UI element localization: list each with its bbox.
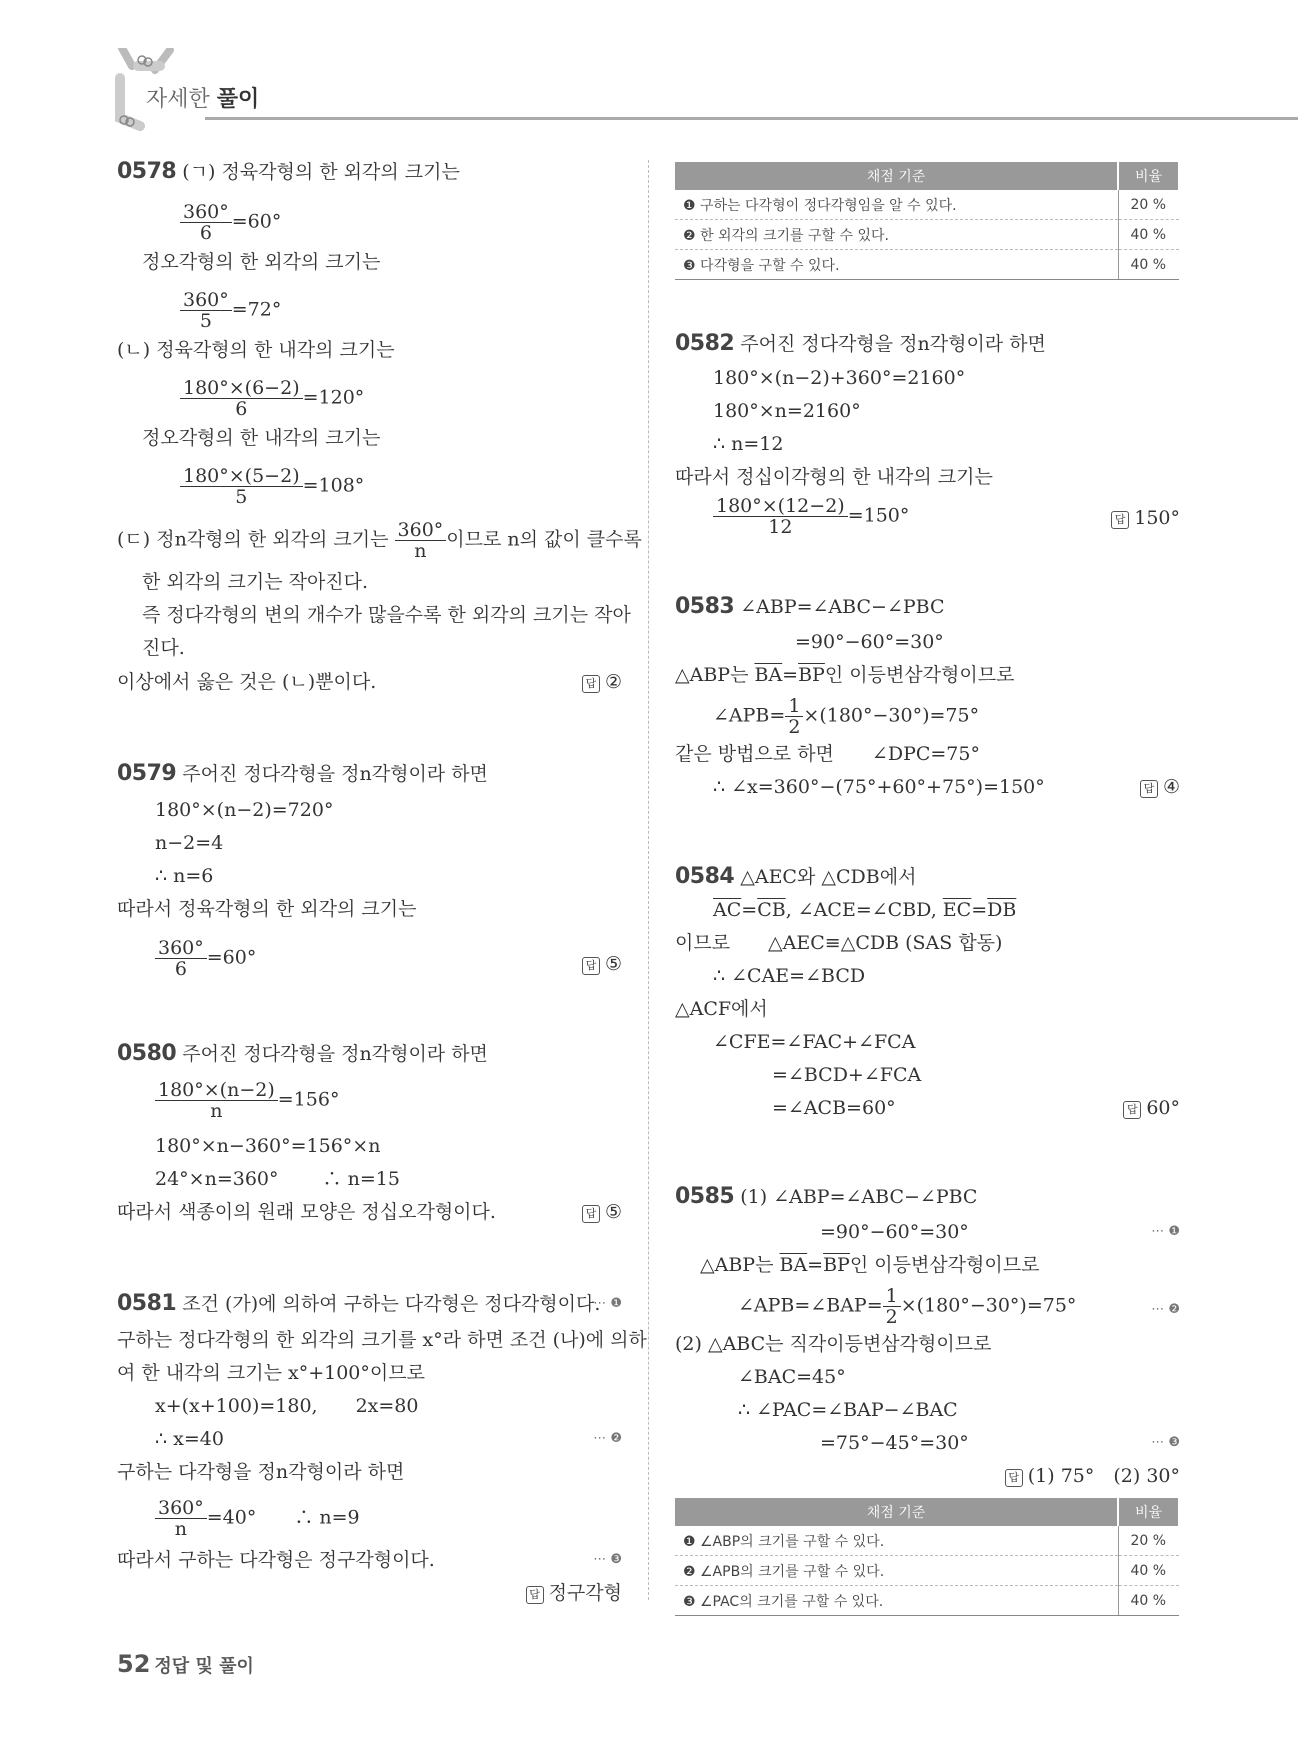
problem-0584-line4: ∴ ∠CAE=∠BCD: [713, 965, 866, 987]
problem-0583-line2: =90°−60°=30°: [795, 631, 944, 653]
answer-mark-icon: 답: [582, 1205, 600, 1223]
problem-0584-line5: △ACF에서: [675, 998, 768, 1020]
answer-mark-icon: 답: [1123, 1101, 1141, 1119]
problem-0579-frac: $\frac{360^\circ}{6}$ =60°: [155, 938, 256, 979]
problem-0585-line6: ∠BAC=45°: [738, 1366, 846, 1388]
problem-0578-frac4: $\frac{180^\circ\times(5-2)}{5}$ =108°: [180, 466, 364, 507]
problem-0579-line5: 따라서 정육각형의 한 외각의 크기는: [117, 898, 417, 920]
problem-0585-line2: =90°−60°=30°: [820, 1221, 969, 1243]
problem-0578-line9: 이상에서 옳은 것은 (ㄴ)뿐이다.: [117, 671, 377, 693]
problem-0580-line2: 180°×n−360°=156°×n: [155, 1135, 381, 1157]
table-row: ❸ ∠PAC의 크기를 구할 수 있다. 40 %: [675, 1586, 1179, 1616]
problem-0578-line8: 진다.: [142, 637, 185, 659]
problem-0579-line4: ∴ n=6: [155, 865, 214, 887]
grading-table-0581: [675, 162, 1180, 280]
grading-table-header: 채점 기준: [675, 1498, 1118, 1526]
problem-0585-line1: 0585 (1) ∠ABP=∠ABC−∠PBC: [675, 1184, 978, 1209]
header-rule: [205, 117, 1298, 120]
table-row: ❸ 다각형을 구할 수 있다. 40 %: [675, 250, 1179, 280]
problem-0581-line2: 구하는 정다각형의 한 외각의 크기를 x°라 하면 조건 (나)에 의하: [117, 1329, 647, 1351]
table-row: ❶ 구하는 다각형이 정다각형임을 알 수 있다. 20 %: [675, 190, 1179, 220]
page-footer: [117, 1650, 254, 1678]
problem-0582-frac: $\frac{180^\circ\times(12-2)}{12}$ =150°: [713, 496, 909, 537]
problem-0584-line8: =∠ACB=60°: [772, 1097, 896, 1119]
answer-mark-icon: 답: [1111, 511, 1129, 529]
problem-0578-line7: 즉 정다각형의 변의 개수가 많을수록 한 외각의 크기는 작아: [142, 604, 631, 626]
problem-0580-line1: 0580 주어진 정다각형을 정n각형이라 하면: [117, 1041, 488, 1066]
problem-0578-line3: (ㄴ) 정육각형의 한 내각의 크기는: [117, 339, 395, 361]
header-title: 자세한 풀이: [146, 87, 260, 112]
problem-0584-line7: =∠BCD+∠FCA: [772, 1064, 922, 1086]
footer-label: 정답 및 풀이: [154, 1656, 254, 1677]
problem-0579-line3: n−2=4: [155, 832, 224, 854]
step-marker-3: ⋯ ❸: [593, 1552, 622, 1567]
problem-0578-line5: (ㄷ) 정n각형의 한 외각의 크기는 $\frac{360^\circ}{n}$ 이므로 n의 값이 클수록: [117, 519, 642, 562]
problem-0580-line4: 따라서 색종이의 원래 모양은 정십오각형이다.: [117, 1201, 496, 1223]
table-row: ❷ ∠APB의 크기를 구할 수 있다. 40 %: [675, 1556, 1179, 1586]
table-row: ❶ ∠ABP의 크기를 구할 수 있다. 20 %: [675, 1526, 1179, 1556]
problem-0585-answer: 답 (1) 75° (2) 30°: [1005, 1464, 1180, 1488]
problem-0580-answer: 답 ⑤: [582, 1200, 622, 1224]
problem-0582-line4: ∴ n=12: [713, 433, 784, 455]
problem-0581-answer: 답 정구각형: [526, 1581, 622, 1605]
problem-0580-frac: $\frac{180^\circ\times(n-2)}{n}$ =156°: [155, 1080, 339, 1121]
problem-0582-line3: 180°×n=2160°: [713, 400, 861, 422]
problem-0578-frac3: $\frac{180^\circ\times(6-2)}{6}$ =120°: [180, 378, 364, 419]
table-row: ❷ 한 외각의 크기를 구할 수 있다. 40 %: [675, 220, 1179, 250]
grading-table-0585: [675, 1498, 1180, 1616]
problem-0581-line3: 여 한 내각의 크기는 x°+100°이므로: [117, 1362, 425, 1384]
problem-0585-line8: =75°−45°=30°: [820, 1432, 969, 1454]
problem-0581-line7: 따라서 구하는 다각형은 정구각형이다.: [117, 1549, 435, 1571]
problem-0578-line2: 정오각형의 한 외각의 크기는: [142, 251, 381, 273]
column-divider: [648, 160, 649, 1600]
problem-0585-line5: (2) △ABC는 직각이등변삼각형이므로: [675, 1333, 992, 1355]
grading-table-header: 채점 기준: [675, 162, 1118, 190]
problem-0580-line3: 24°×n=360° ∴ n=15: [155, 1168, 400, 1190]
problem-0584-line3: 이므로 △AEC≡△CDB (SAS 합동): [675, 932, 1003, 954]
step-marker-1: ⋯ ❶: [1151, 1224, 1180, 1239]
page-number: 52: [117, 1650, 151, 1678]
problem-0579-line2: 180°×(n−2)=720°: [155, 799, 334, 821]
problem-0583-line1: 0583 ∠ABP=∠ABC−∠PBC: [675, 594, 945, 619]
problem-0578-frac1: $\frac{360^\circ}{6}$ =60°: [180, 202, 281, 243]
problem-0583-answer: 답 ④: [1140, 775, 1180, 799]
page-header: [0, 0, 1298, 140]
problem-0585-line3: △ABP는 $\overline{BA}=\overline{BP}$인 이등변삼각형이므로: [700, 1254, 1040, 1276]
problem-0579-answer: 답 ⑤: [582, 952, 622, 976]
problem-0581-line4: x+(x+100)=180, 2x=80: [155, 1395, 419, 1417]
problem-0581-line5: ∴ x=40: [155, 1428, 224, 1450]
problem-0583-line6: ∴ ∠x=360°−(75°+60°+75°)=150°: [713, 776, 1045, 798]
problem-0583-line3: △ABP는 $\overline{BA}=\overline{BP}$인 이등변삼각형이므로: [675, 664, 1015, 686]
problem-0579-line1: 0579 주어진 정다각형을 정n각형이라 하면: [117, 761, 488, 786]
problem-0578-line4: 정오각형의 한 내각의 크기는: [142, 427, 381, 449]
grading-table-ratio-header: 비율: [1118, 162, 1179, 190]
problem-0578-answer: 답 ②: [582, 670, 622, 694]
problem-0584-line6: ∠CFE=∠FAC+∠FCA: [713, 1031, 916, 1053]
problem-0584-line1: 0584 △AEC와 △CDB에서: [675, 864, 917, 889]
problem-0582-line2: 180°×(n−2)+360°=2160°: [713, 367, 966, 389]
problem-0578-frac2: $\frac{360^\circ}{5}$ =72°: [180, 290, 281, 331]
step-marker-2: ⋯ ❷: [1151, 1302, 1180, 1317]
problem-0581-line1: 0581 조건 (가)에 의하여 구하는 다각형은 정다각형이다.: [117, 1291, 601, 1316]
problem-0582-line5: 따라서 정십이각형의 한 내각의 크기는: [675, 466, 993, 488]
step-marker-1: ⋯ ❶: [593, 1296, 622, 1311]
answer-mark-icon: 답: [1140, 780, 1158, 798]
step-marker-2: ⋯ ❷: [593, 1431, 622, 1446]
problem-0583-line5: 같은 방법으로 하면 ∠DPC=75°: [675, 743, 980, 765]
answer-mark-icon: 답: [1005, 1469, 1023, 1487]
problem-0584-answer: 답 60°: [1123, 1096, 1180, 1120]
problem-0578-line6: 한 외각의 크기는 작아진다.: [142, 571, 369, 593]
answer-mark-icon: 답: [526, 1586, 544, 1604]
problem-0581-frac: $\frac{360^\circ}{n}$ =40° ∴ n=9: [155, 1498, 360, 1539]
problem-0585-line7: ∴ ∠PAC=∠BAP−∠BAC: [738, 1399, 958, 1421]
problem-0584-line2: $\overline{AC}=\overline{CB}$, ∠ACE=∠CBD, $\overline{EC}=\overline{DB}$: [713, 899, 1017, 921]
problem-0585-line4: ∠APB=∠BAP= $\frac{1}{2}$ ×(180°−30°)=75°: [738, 1285, 1077, 1328]
problem-0578-line1: 0578 (ㄱ) 정육각형의 한 외각의 크기는: [117, 159, 460, 184]
problem-0581-line6: 구하는 다각형을 정n각형이라 하면: [117, 1461, 405, 1483]
problem-0583-line4: ∠APB= $\frac{1}{2}$ ×(180°−30°)=75°: [713, 695, 980, 738]
step-marker-3: ⋯ ❸: [1151, 1435, 1180, 1450]
answer-mark-icon: 답: [582, 675, 600, 693]
grading-table-ratio-header: 비율: [1118, 1498, 1179, 1526]
answer-mark-icon: 답: [582, 957, 600, 975]
problem-0582-answer: 답 150°: [1111, 506, 1180, 530]
problem-0582-line1: 0582 주어진 정다각형을 정n각형이라 하면: [675, 331, 1046, 356]
